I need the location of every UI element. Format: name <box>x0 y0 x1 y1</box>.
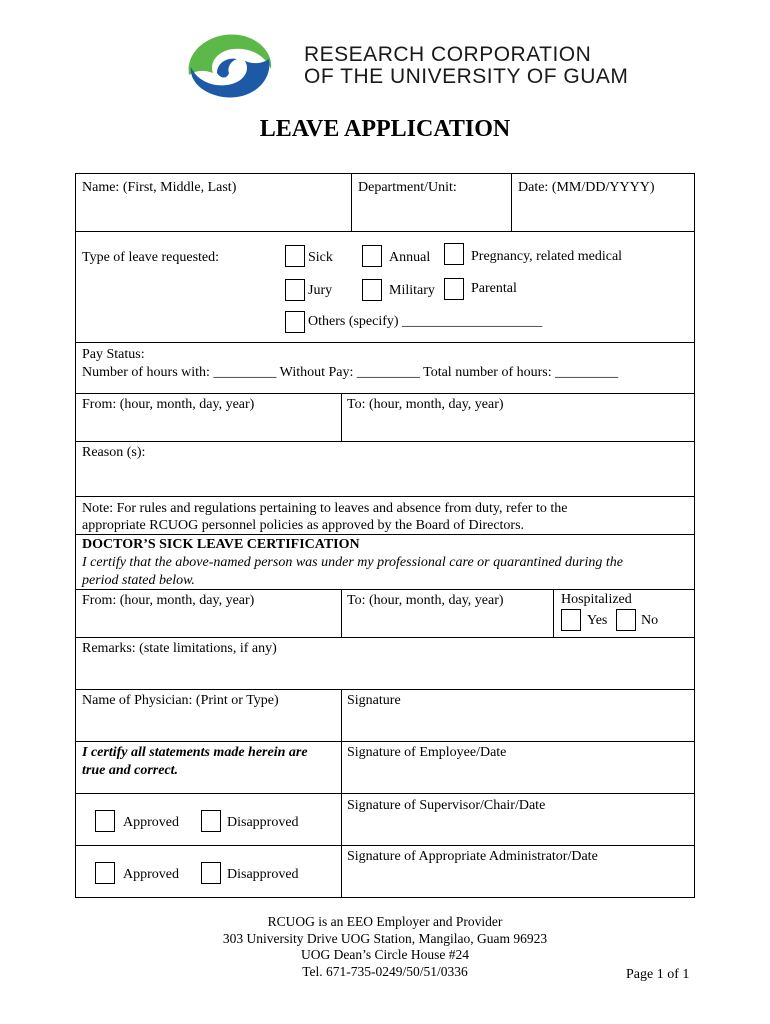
administrator-approved-label: Approved <box>123 867 179 882</box>
note-line2: appropriate RCUOG personnel policies as approved by the Board of Directors. <box>82 518 525 533</box>
reason-label: Reason (s): <box>82 445 146 460</box>
hospitalized-no-label: No <box>641 613 659 628</box>
supervisor-disapproved-checkbox[interactable] <box>201 810 221 832</box>
administrator-signature-field[interactable] <box>342 865 693 896</box>
physician-name-input[interactable] <box>76 709 340 740</box>
footer-line4: Tel. 671-735-0249/50/51/0336 <box>302 963 468 979</box>
physician-name-label: Name of Physician: (Print or Type) <box>82 693 279 708</box>
parental-checkbox[interactable] <box>444 278 464 300</box>
department-field-label: Department/Unit: <box>358 180 457 195</box>
org-logo <box>183 29 275 101</box>
military-checkbox[interactable] <box>362 279 382 301</box>
name-field-label: Name: (First, Middle, Last) <box>82 180 237 195</box>
hospitalized-no-checkbox[interactable] <box>616 609 636 631</box>
administrator-disapproved-checkbox[interactable] <box>201 862 221 884</box>
parental-label: Parental <box>471 281 517 296</box>
doctor-cert-statement1: I certify that the above-named person was under my professional care or quarantined during the <box>82 555 623 570</box>
cert-from-label: From: (hour, month, day, year) <box>82 593 255 608</box>
hospitalized-label: Hospitalized <box>561 592 632 607</box>
org-name-line2: OF THE UNIVERSITY OF GUAM <box>304 65 629 88</box>
note-line1: Note: For rules and regulations pertaining to leaves and absence from duty, refer to the <box>82 501 568 516</box>
pay-status-label: Pay Status: <box>82 347 145 362</box>
others-label: Others (specify) ____________________ <box>308 314 543 329</box>
employee-cert-line2: true and correct. <box>82 763 179 778</box>
leave-to-input[interactable] <box>342 413 693 440</box>
page-title: LEAVE APPLICATION <box>259 116 511 142</box>
leave-from-input[interactable] <box>76 413 340 440</box>
logo-swirl-icon <box>183 29 275 101</box>
doctor-cert-statement2: period stated below. <box>82 573 195 588</box>
date-input[interactable] <box>512 195 693 230</box>
cert-to-label: To: (hour, month, day, year) <box>347 593 504 608</box>
footer <box>150 914 620 980</box>
administrator-disapproved-label: Disapproved <box>227 867 299 882</box>
footer-line1: RCUOG is an EEO Employer and Provider <box>267 914 503 929</box>
supervisor-approved-checkbox[interactable] <box>95 810 115 832</box>
leave-type-label: Type of leave requested: <box>82 250 220 265</box>
date-field-label: Date: (MM/DD/YYYY) <box>518 180 655 195</box>
cert-from-input[interactable] <box>76 609 340 636</box>
annual-label: Annual <box>389 250 431 265</box>
name-input[interactable] <box>76 195 350 230</box>
physician-signature-label: Signature <box>347 693 401 708</box>
footer-line2: 303 University Drive UOG Station, Mangilao, Guam 96923 <box>222 930 548 946</box>
footer-line3: UOG Dean’s Circle House #24 <box>301 947 469 962</box>
pregnancy-label: Pregnancy, related medical <box>471 249 623 264</box>
hospitalized-yes-label: Yes <box>587 613 608 628</box>
cert-to-input[interactable] <box>342 609 552 636</box>
employee-cert-line1: I certify all statements made herein are <box>82 745 308 760</box>
administrator-signature-label: Signature of Appropriate Administrator/Date <box>347 849 598 864</box>
supervisor-approved-label: Approved <box>123 815 179 830</box>
page-number: Page 1 of 1 <box>626 967 690 982</box>
doctor-cert-heading: DOCTOR’S SICK LEAVE CERTIFICATION <box>82 537 360 552</box>
military-label: Military <box>389 283 435 298</box>
remarks-label: Remarks: (state limitations, if any) <box>82 641 277 656</box>
annual-checkbox[interactable] <box>362 245 382 267</box>
leave-to-label: To: (hour, month, day, year) <box>347 397 504 412</box>
reason-input[interactable] <box>76 461 693 495</box>
administrator-approved-checkbox[interactable] <box>95 862 115 884</box>
jury-label: Jury <box>308 283 333 298</box>
pregnancy-checkbox[interactable] <box>444 243 464 265</box>
supervisor-signature-field[interactable] <box>342 814 693 844</box>
sick-label: Sick <box>308 250 333 265</box>
employee-signature-label: Signature of Employee/Date <box>347 745 507 760</box>
remarks-input[interactable] <box>76 657 693 688</box>
supervisor-disapproved-label: Disapproved <box>227 815 299 830</box>
hours-line: Number of hours with: _________ Without Pay: _________ Total number of hours: _________ <box>82 365 619 380</box>
department-input[interactable] <box>352 195 510 230</box>
sick-checkbox[interactable] <box>285 245 305 267</box>
physician-signature-field[interactable] <box>342 709 693 740</box>
others-checkbox[interactable] <box>285 311 305 333</box>
employee-signature-field[interactable] <box>342 761 693 792</box>
hospitalized-yes-checkbox[interactable] <box>561 609 581 631</box>
jury-checkbox[interactable] <box>285 279 305 301</box>
supervisor-signature-label: Signature of Supervisor/Chair/Date <box>347 798 546 813</box>
org-name-line1: RESEARCH CORPORATION <box>304 43 592 66</box>
leave-from-label: From: (hour, month, day, year) <box>82 397 255 412</box>
